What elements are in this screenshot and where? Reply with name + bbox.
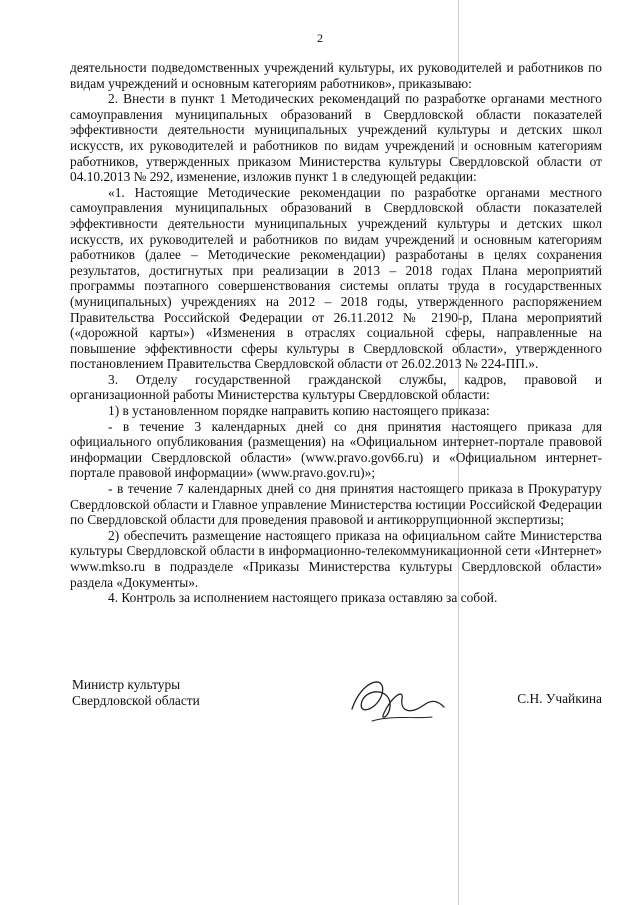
paragraph-item-4: 4. Контроль за исполнением настоящего приказа оставляю за собой.: [108, 590, 498, 606]
signer-name: С.Н. Учайкина: [517, 691, 602, 706]
paragraph-item-2: 2. Внести в пункт 1 Методических рекомендаций по разработке органами местного самоуправления муниципальных образований в Свердловской области показателей эффективности деятельности муниципальных учреждений культуры и детских школ искусств, их руководителей и работников по видам учреждений и основным категориям работников, утвержденных приказом Министерства культуры Свердловской области от 04.10.2013 № 292, изменение, изложив пункт 1 в следующей редакции:: [70, 91, 602, 185]
paragraph-quoted-item-1: «1. Настоящие Методические рекомендации по разработке органами местного самоуправления муниципальных образований в Свердловской области показателей эффективности деятельности муниципальных учреждений культуры и детских школ искусств, их руководителей и работников по видам учреждений и основным категориям работников (далее – Методические рекомендации) разработаны в целях сохранения результатов, достигнутых при реализации в 2013 – 2018 годах Плана мероприятий программы поэтапного совершенствования системы оплаты труда в государственных (муниципальных) учреждениях на 2012 – 2018 годы, утвержденного распоряжением Правительства Российской Федерации от 26.11.2012 № 2190-р, Плана мероприятий («дорожной карты») «Изменения в отраслях социальной сферы, направленные на повышение эффективности сферы культуры в Свердловской области», утвержденного постановлением Правительства Свердловской области от 26.02.2013 № 224-ПП.».: [70, 184, 602, 372]
paragraph-subitem-1: 1) в установленном порядке направить копию настоящего приказа:: [108, 403, 490, 419]
signer-position: [72, 677, 200, 709]
paragraph-dash-publication: - в течение 3 календарных дней со дня принятия настоящего приказа для официального опубликования (размещения) на «Официальном интернет-портале правовой информации Свердловской области» (www.pravo.gov66.ru) и «Официальном интернет-портале правовой информации» (www.pravo.gov.ru)»;: [70, 418, 602, 481]
handwritten-signature: [332, 669, 452, 729]
page-number: 2: [317, 31, 323, 45]
paragraph-continuation: деятельности подведомственных учреждений культуры, их руководителей и работников по видам учреждений и основным категориям работников», приказываю:: [70, 60, 602, 91]
signer-position-line2: Свердловской области: [72, 693, 200, 708]
signature-block: [72, 677, 602, 737]
signer-position-line1: Министр культуры: [72, 677, 181, 692]
paragraph-subitem-2: 2) обеспечить размещение настоящего приказа на официальном сайте Министерства культуры Свердловской области в информационно-телекоммуникационной сети «Интернет» www.mkso.ru в подразделе «Приказы Министерства культуры Свердловской области» раздела «Документы».: [70, 527, 602, 590]
paragraph-item-3: 3. Отделу государственной гражданской службы, кадров, правовой и организационной работы Министерства культуры Свердловской области:: [70, 371, 602, 403]
order-body: [70, 60, 602, 606]
paragraph-dash-prosecutor: - в течение 7 календарных дней со дня принятия настоящего приказа в Прокуратуру Свердловской области и Главное управление Министерства юстиции Российской Федерации по Свердловской области для проведения правовой и антикоррупционной экспертизы;: [70, 481, 602, 528]
